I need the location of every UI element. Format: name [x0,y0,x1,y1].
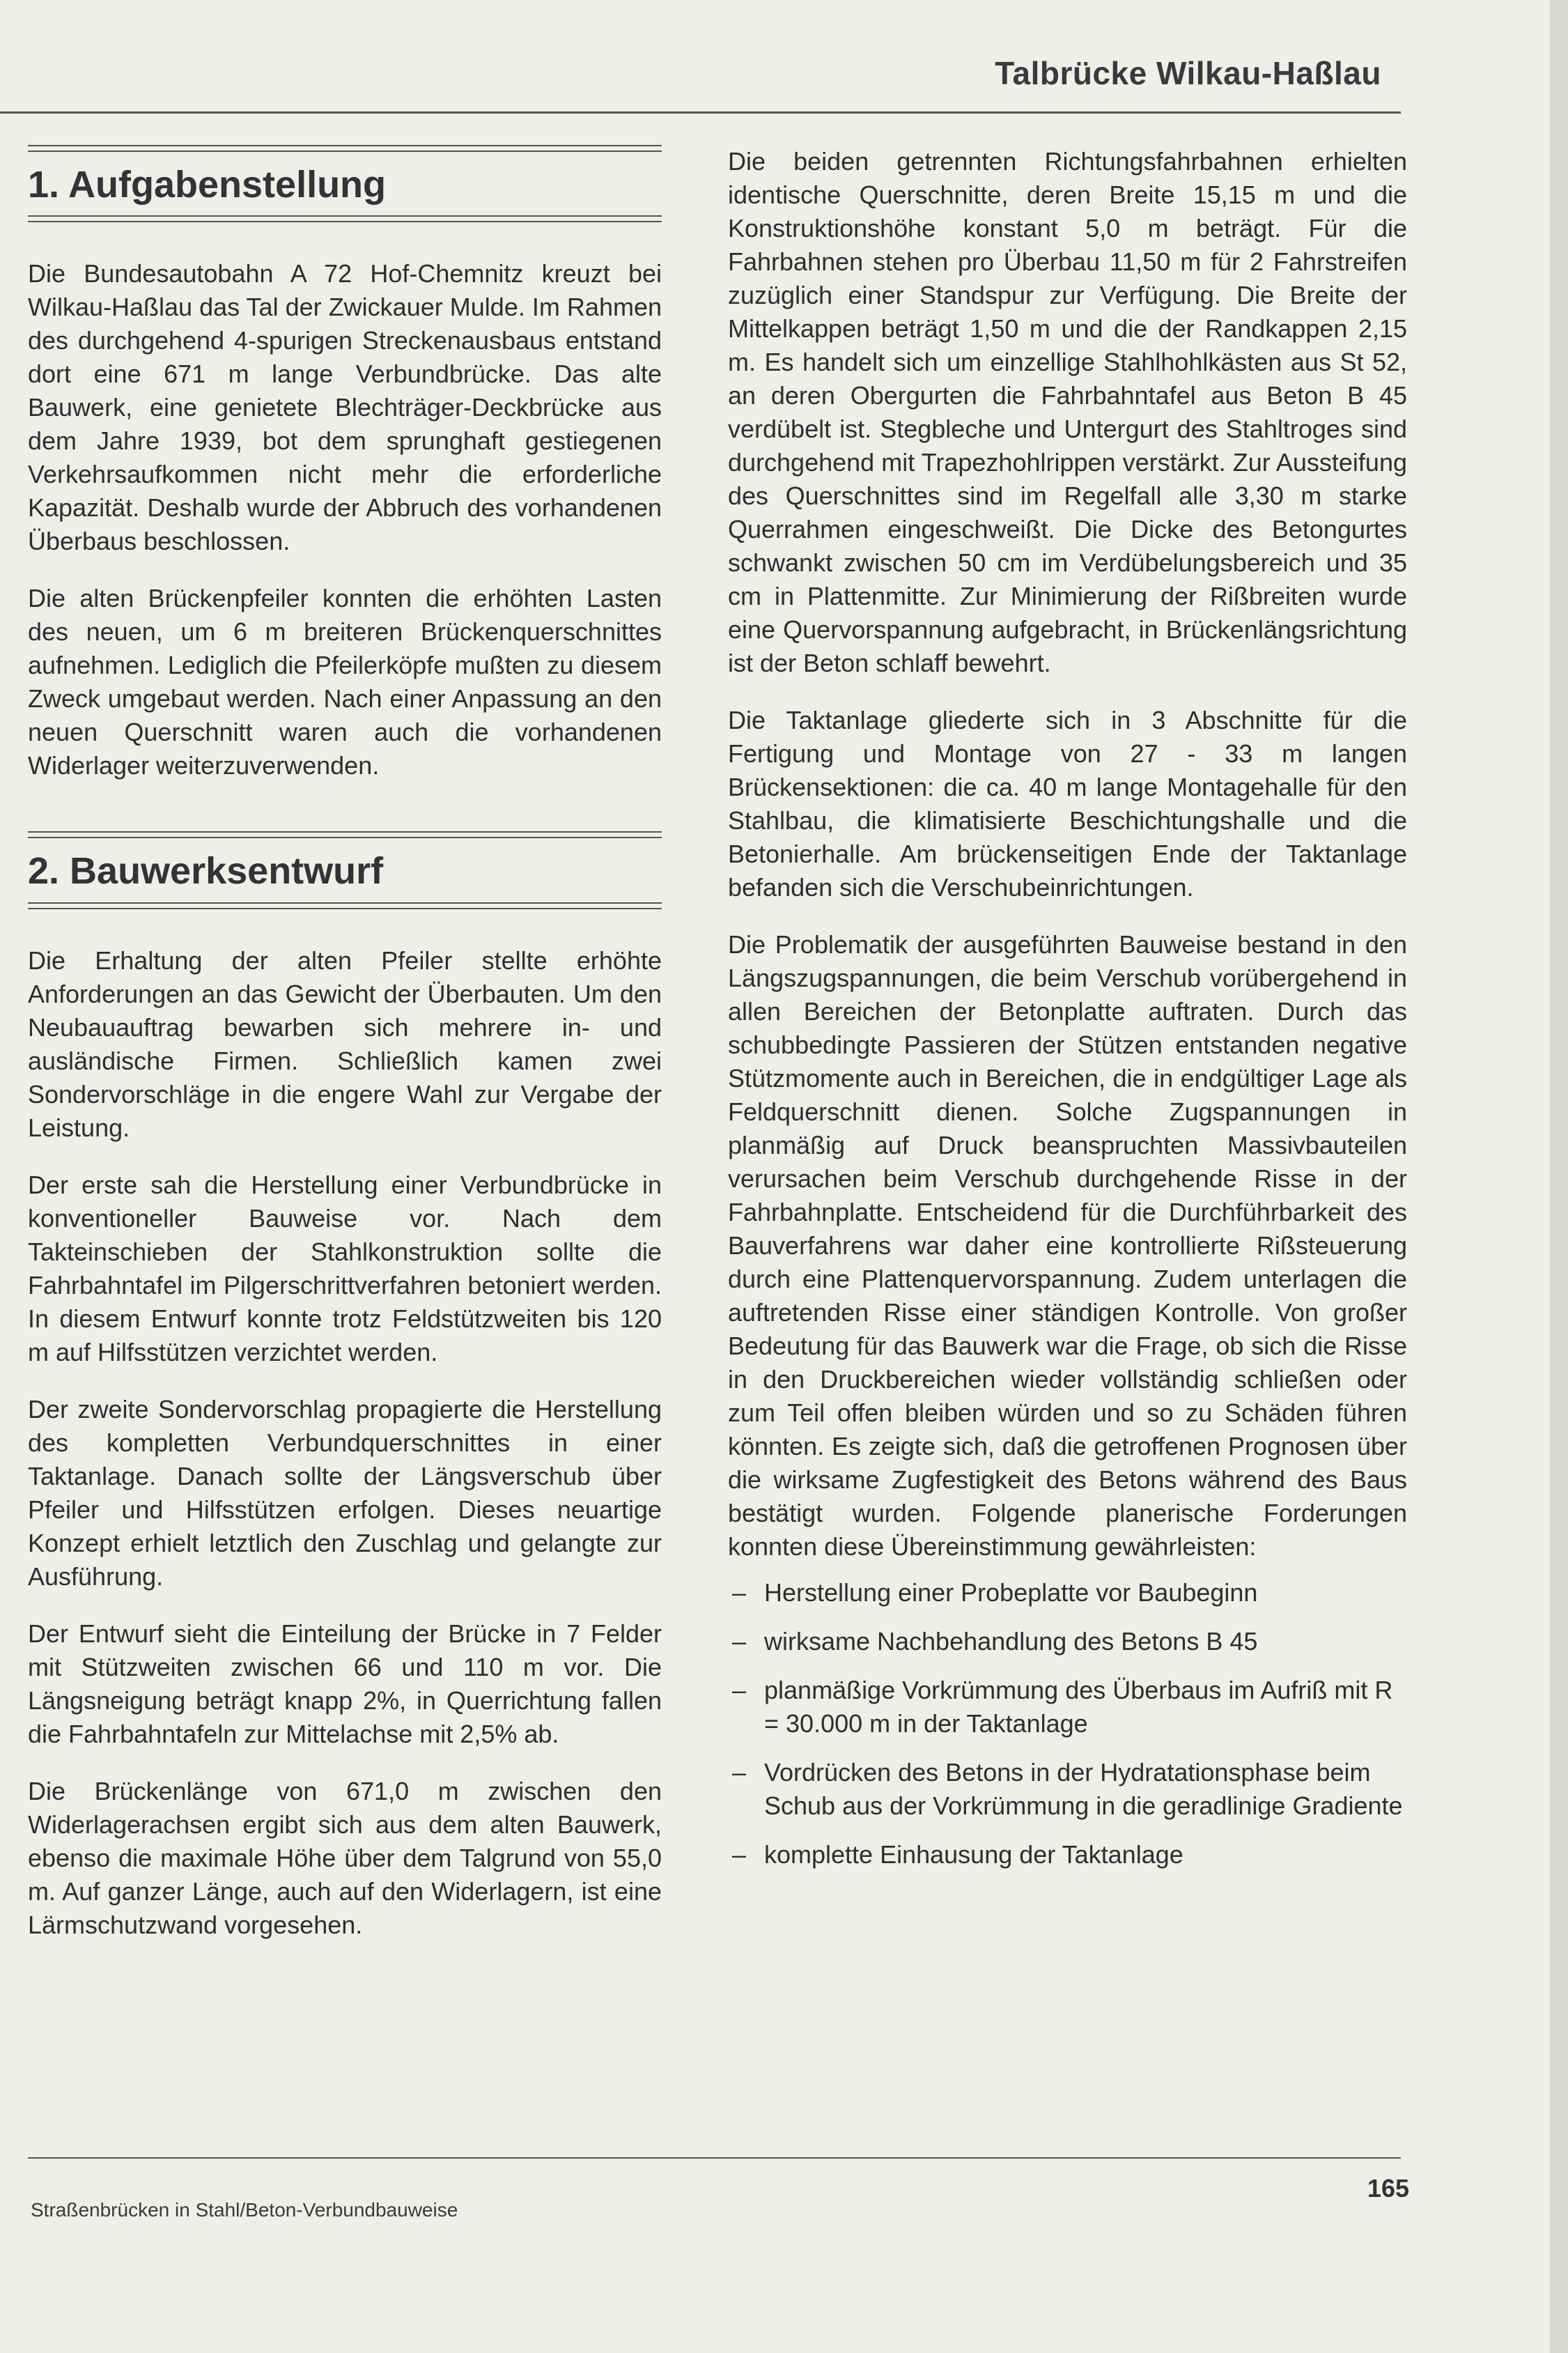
bullet-dash: – [732,1758,747,1787]
list-item [728,1674,1407,1741]
list-item [728,1625,1407,1658]
paragraph: Die Taktanlage gliederte sich in 3 Abschnitte für die Fertigung und Montage von 27 - 33 m langen Brückensektionen: die ca. 40 m lange Montagehalle für den Stahlbau, die klimatisierte Beschichtungshalle und die Betonierhalle. Am brückenseitigen Ende der Taktanlage befanden sich die Verschubeinrichtungen. [728,706,1407,902]
paragraph: Die beiden getrennten Richtungsfahrbahnen erhielten identische Querschnitte, deren Breite 15,15 m und die Konstruktionshöhe konstant 5,0 m beträgt. Für die Fahrbahnen stehen pro Überbau 11,50 m für 2 Fahrstreifen zuzüglich einer Standspur zur Verfügung. Die Breite der Mittelkappen beträgt 1,50 m und die der Randkappen 2,15 m. Es handelt sich um einzellige Stahlhohlkästen aus St 52, an deren Obergurten die Fahrbahntafel aus Beton B 45 verdübelt ist. Stegbleche und Untergurt des Stahltroges sind durchgehend mit Trapezhohlrippen verstärkt. Zur Aussteifung des Querschnittes sind im Regelfall alle 3,30 m starke Querrahmen eingeschweißt. Die Dicke des Betongurtes schwankt zwischen 50 cm im Verdübelungsbereich und 35 cm in Plattenmitte. Zur Minimierung der Rißbreiten wurde eine Quervorspannung aufgebracht, in Brückenlängsrichtung ist der Beton schlaff bewehrt. [728,147,1407,677]
footer-rule [28,2157,1401,2159]
list-item-text: wirksame Nachbehandlung des Betons B 45 [764,1627,1258,1656]
paragraph: Die Bundesautobahn A 72 Hof-Chemnitz kreuzt bei Wilkau-Haßlau das Tal der Zwickauer Mulde. Im Rahmen des durchgehend 4-spurigen Streckenausbaus entstand dort eine 671 m lange Verbundbrücke. Das alte Bauwerk, eine genietete Blechträger-Deckbrücke aus dem Jahre 1939, bot dem sprunghaft gestiegenen Verkehrsaufkommen nicht mehr die erforderliche Kapazität. Deshalb wurde der Abbruch des vorhandenen Überbaus beschlossen. [28,259,662,556]
paragraph: Die Erhaltung der alten Pfeiler stellte erhöhte Anforderungen an das Gewicht der Überbauten. Um den Neubauauftrag bewarben sich mehrere in- und ausländische Firmen. Schließlich kamen zwei Sondervorschläge in die engere Wahl zur Vergabe der Leistung. [28,946,662,1142]
section-title: 2. Bauwerksentwurf [28,850,384,893]
paragraph: Die Brückenlänge von 671,0 m zwischen den Widerlagerachsen ergibt sich aus dem alten Bauwerk, ebenso die maximale Höhe über dem Talgrund von 55,0 m. Auf ganzer Länge, auch auf den Widerlagern, ist eine Lärmschutzwand vorgesehen. [28,1776,662,1939]
section-heading-1 [28,145,662,224]
list-item-text: planmäßige Vorkrümmung des Überbaus im Aufriß mit R = 30.000 m in der Taktanlage [764,1676,1393,1738]
paragraph: Der Entwurf sieht die Einteilung der Brücke in 7 Felder mit Stützweiten zwischen 66 und 110 m vor. Die Längsneigung beträgt knapp 2%, in Querrichtung fallen die Fahrbahntafeln zur Mittelachse mit 2,5% ab. [28,1619,662,1748]
section-heading-2 [28,831,662,910]
list-item [728,1756,1407,1823]
heading-rule-top [28,831,662,840]
page-edge [1550,0,1568,2353]
heading-rule-bottom [28,902,662,911]
book-title: Straßenbrücken in Stahl/Beton-Verbundbauweise [31,2199,458,2221]
bullet-dash: – [732,1676,747,1704]
header-rule [0,111,1401,114]
bullet-dash: – [732,1840,747,1869]
page-number: 165 [1367,2174,1409,2202]
heading-rule-top [28,145,662,153]
list-item-text: komplette Einhausung der Taktanlage [764,1840,1183,1869]
heading-rule-bottom [28,215,662,224]
paragraph: Der erste sah die Herstellung einer Verbundbrücke in konventioneller Bauweise vor. Nach dem Takteinschieben der Stahlkonstruktion sollte die Fahrbahntafel im Pilgerschrittverfahren betoniert werden. In diesem Entwurf konnte trotz Feldstützweiten bis 120 m auf Hilfsstützen verzichtet werden. [28,1170,662,1366]
list-item-text: Herstellung einer Probeplatte vor Baubeginn [764,1578,1258,1607]
paragraph: Die Problematik der ausgeführten Bauweise bestand in den Längszugspannungen, die beim Verschub vorübergehend in allen Bereichen der Betonplatte auftraten. Durch das schubbedingte Passieren der Stützen entstanden negative Stützmomente auch in Bereichen, die in endgültiger Lage als Feldquerschnitt dienen. Solche Zugspannungen in planmäßig auf Druck beanspruchten Massivbauteilen verursachen beim Verschub durchgehende Risse in der Fahrbahnplatte. Entscheidend für die Durchführbarkeit des Bauverfahrens war daher eine kontrollierte Rißsteuerung durch eine Plattenquervorspannung. Zudem unterlagen die auftretenden Risse einer ständigen Kontrolle. Von großer Bedeutung für das Bauwerk war die Frage, ob sich die Risse in den Druckbereichen wieder vollständig schließen oder zum Teil offen bleiben würden und so zu Schäden führen könnten. Es zeigte sich, daß die getroffenen Prognosen über die wirksame Zugfestigkeit des Betons während des Baus bestätigt wurden. Folgende planerische Forderungen konnten diese Übereinstimmung gewährleisten: [728,930,1407,1561]
paragraph: Die alten Brückenpfeiler konnten die erhöhten Lasten des neuen, um 6 m breiteren Brückenquerschnittes aufnehmen. Lediglich die Pfeilerköpfe mußten zu diesem Zweck umgebaut werden. Nach einer Anpassung an den neuen Querschnitt waren auch die vorhandenen Widerlager weiterzuverwenden. [28,584,662,780]
bullet-dash: – [732,1627,747,1656]
requirements-list [728,1576,1407,1872]
list-item [728,1576,1407,1610]
list-item [728,1838,1407,1872]
paragraph: Der zweite Sondervorschlag propagierte die Herstellung des kompletten Verbundquerschnittes in einer Taktanlage. Danach sollte der Längsverschub über Pfeiler und Hilfsstützen erfolgen. Dieses neuartige Konzept erhielt letztlich den Zuschlag und gelangte zur Ausführung. [28,1394,662,1591]
bullet-dash: – [732,1578,747,1607]
right-column [728,145,1407,1887]
left-column [28,145,662,1966]
section-title: 1. Aufgabenstellung [28,164,387,206]
running-head: Talbrücke Wilkau-Haßlau [995,55,1381,91]
list-item-text: Vordrücken des Betons in der Hydratationsphase beim Schub aus der Vorkrümmung in die geradlinige Gradiente [764,1758,1403,1820]
